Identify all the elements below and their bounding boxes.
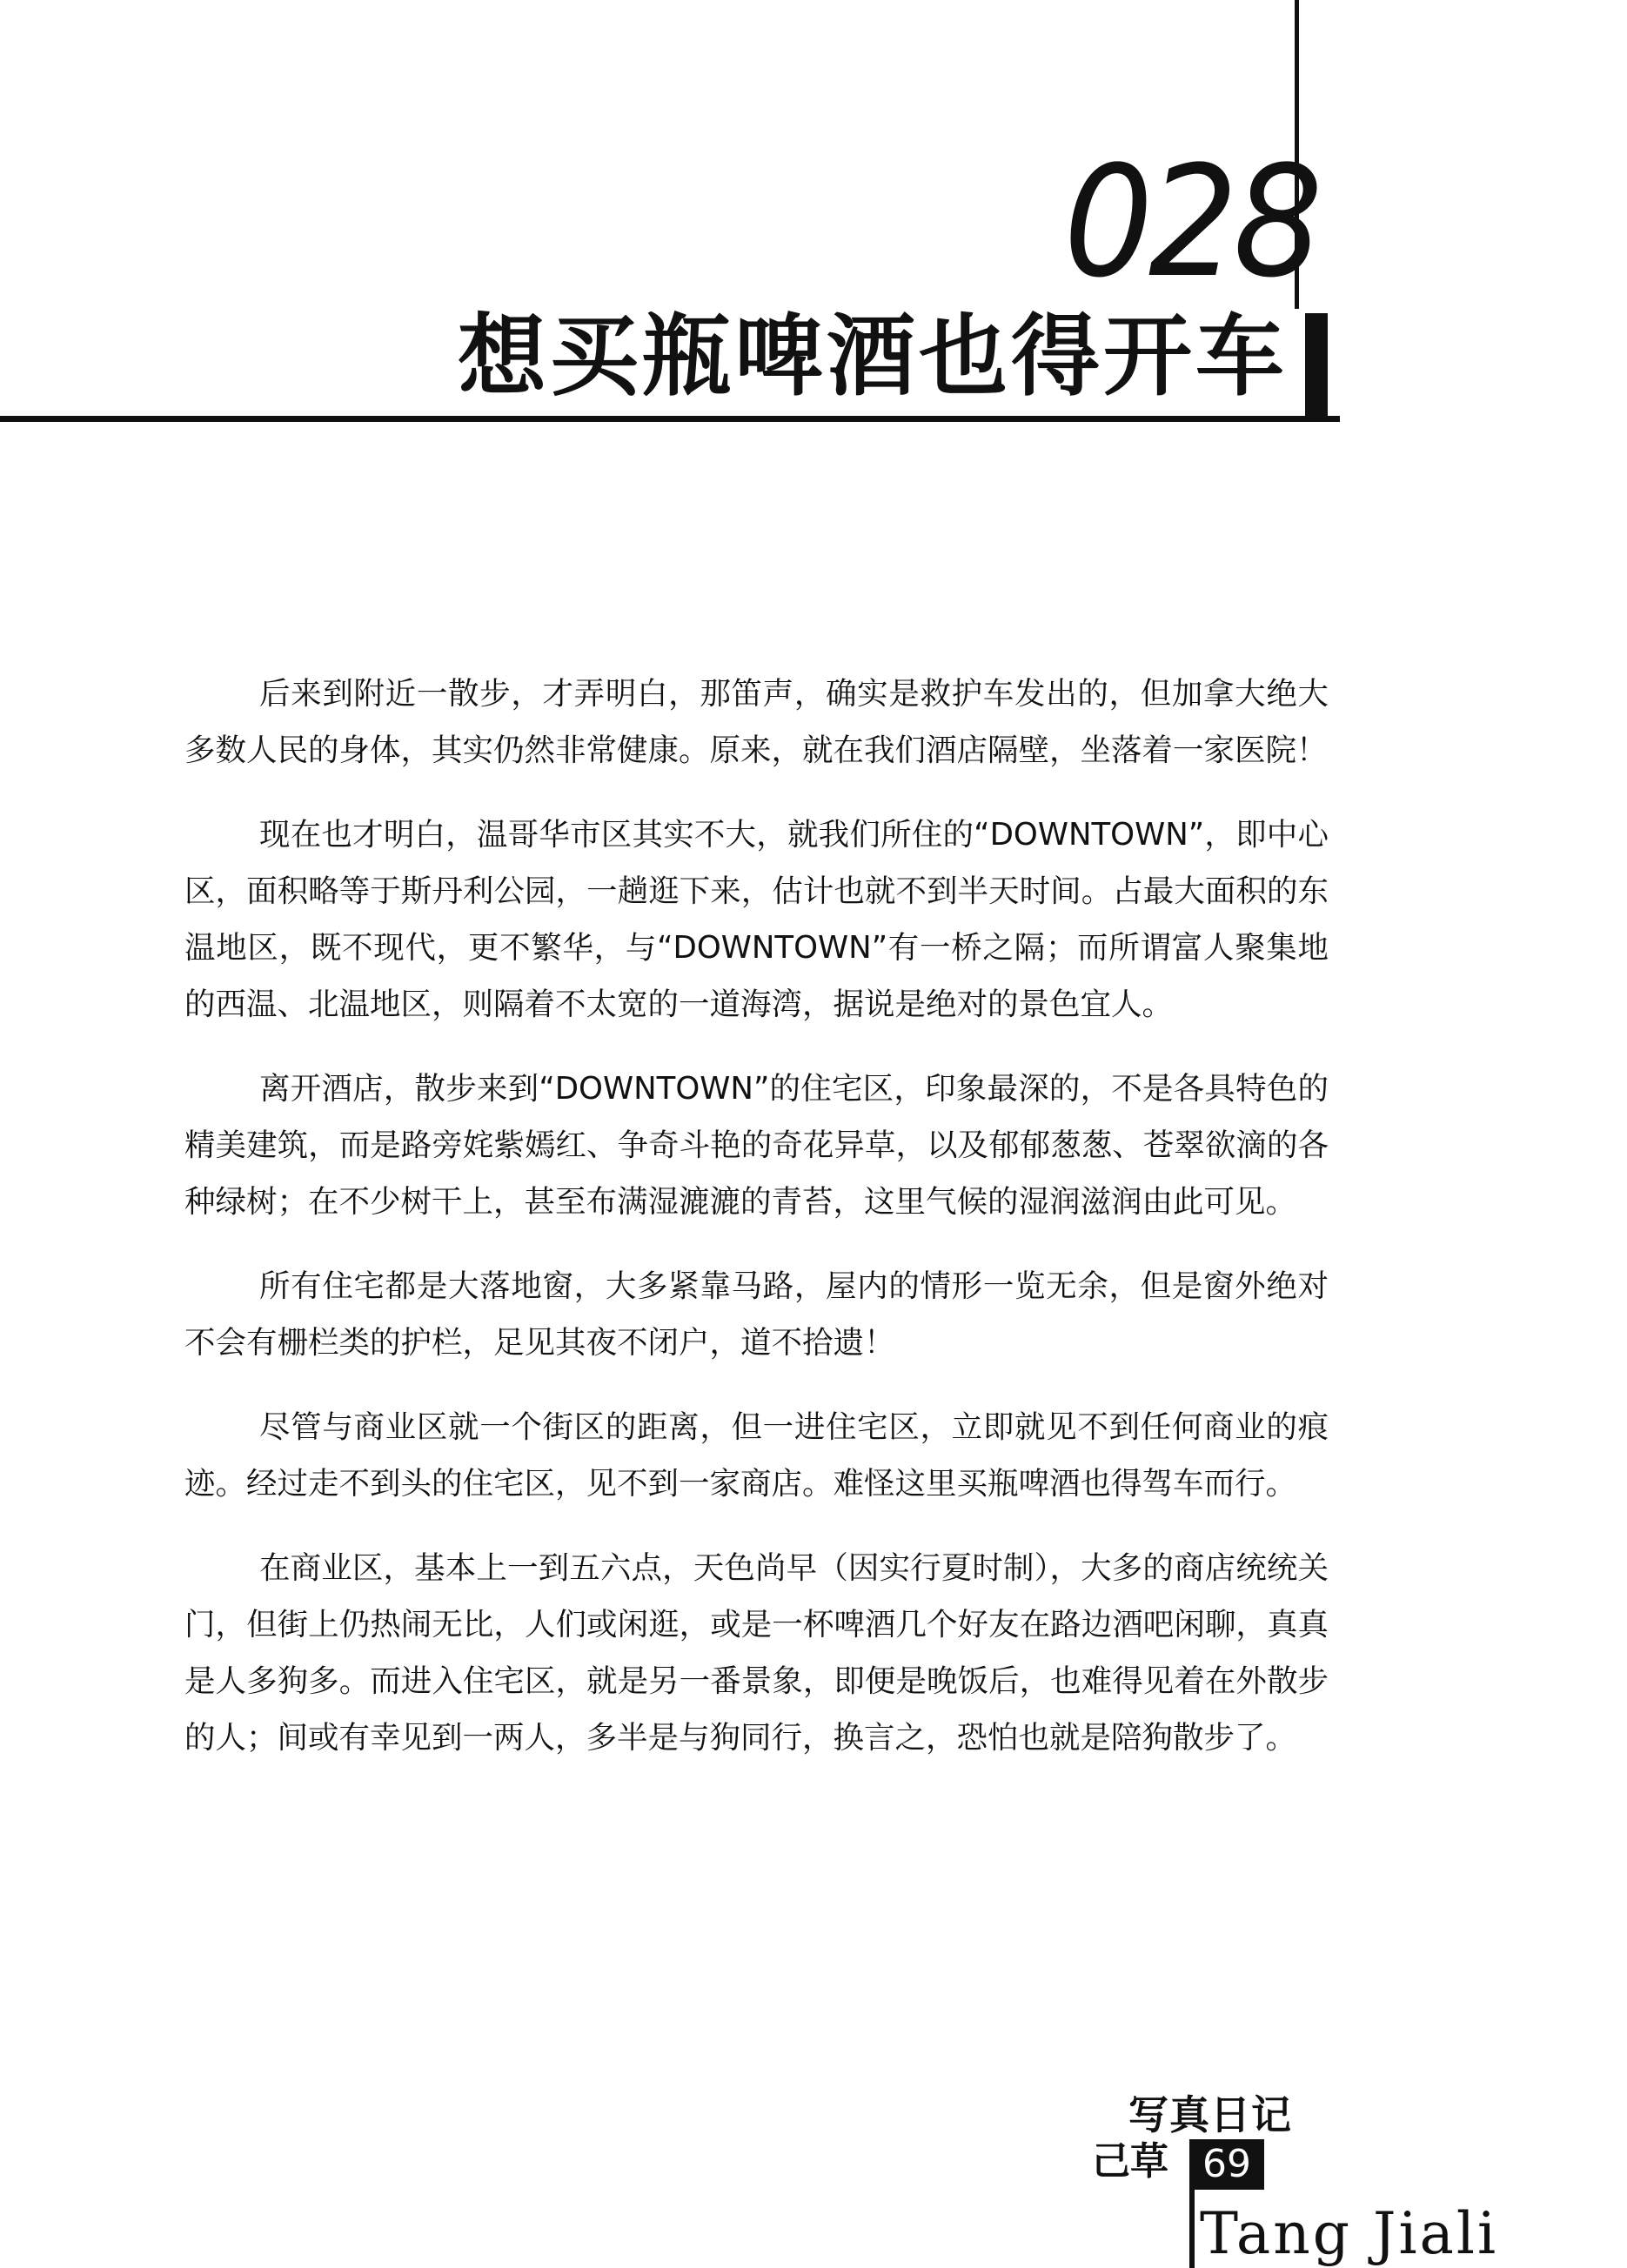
brand-title: 写真日记 [1128,2091,1292,2138]
paragraph: 在商业区，基本上一到五六点，天色尚早（因实行夏时制），大多的商店统统关门，但街上仍热闹无比，人们或闲逛，或是一杯啤酒几个好友在路边酒吧闲聊，真真是人多狗多。而进入住宅区，就是另一番景象，即便是晚饭后，也难得见着在外散步的人；间或有幸见到一两人，多半是与狗同行，换言之，恐怕也就是陪狗散步了。 [184,1550,1329,1756]
header-rule [0,416,1340,422]
paragraph: 离开酒店，散步来到“DOWNTOWN”的住宅区，印象最深的，不是各具特色的精美建筑，而是路旁姹紫嫣红、争奇斗艳的奇花异草，以及郁郁葱葱、苍翠欲滴的各种绿树；在不少树干上，甚至布满湿漉漉的青苔，这里气候的湿润滋润由此可见。 [184,1071,1329,1220]
header-frame-accent-bar [1305,313,1328,416]
footer-brand [1092,2091,1499,2267]
author-name: Tang Jiali [1200,2200,1499,2267]
chapter-number: 028 [1063,133,1318,311]
paragraph: 后来到附近一散步，才弄明白，那笛声，确实是救护车发出的，但加拿大绝大多数人民的身体，其实仍然非常健康。原来，就在我们酒店隔壁，坐落着一家医院！ [184,676,1329,768]
page-number: 69 [1189,2139,1264,2190]
paragraph: 现在也才明白，温哥华市区其实不大，就我们所住的“DOWNTOWN”，即中心区，面积略等于斯丹利公园，一趟逛下来，估计也就不到半天时间。占最大面积的东温地区，既不现代，更不繁华，与“DOWNTOWN”有一桥之隔；而所谓富人聚集地的西温、北温地区，则隔着不太宽的一道海湾，据说是绝对的景色宜人。 [184,817,1329,1022]
paragraph: 所有住宅都是大落地窗，大多紧靠马路，屋内的情形一览无余，但是窗外绝对不会有栅栏类的护栏，足见其夜不闭户，道不拾遗！ [184,1268,1329,1361]
brand-divider-bar [1189,2190,1195,2268]
paragraph: 尽管与商业区就一个街区的距离，但一进住宅区，立即就见不到任何商业的痕迹。经过走不到头的住宅区，见不到一家商店。难怪这里买瓶啤酒也得驾车而行。 [184,1409,1329,1502]
brand-subtitle: 己草 [1092,2139,1168,2184]
chapter-title: 想买瓶啤酒也得开车 [458,304,1288,409]
article-body [184,666,1329,1794]
